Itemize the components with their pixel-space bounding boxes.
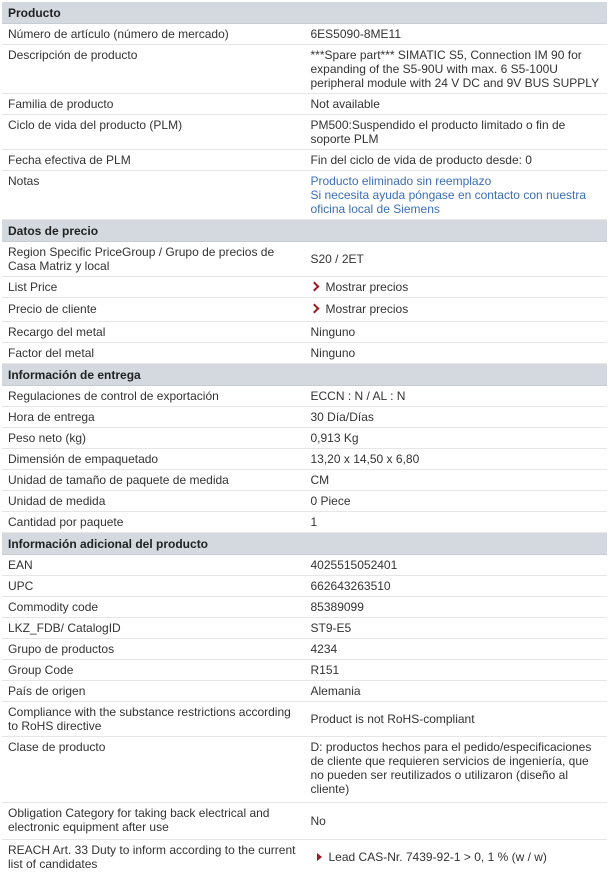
table-row [2, 277, 607, 298]
table-row [2, 618, 607, 639]
row-label: Regulaciones de control de exportación [2, 386, 304, 407]
row-value: 30 Día/Días [304, 407, 607, 428]
table-row [2, 555, 607, 576]
table-row [2, 242, 607, 277]
row-value: D: productos hechos para el pedido/especificaciones de cliente que requieren servicios de ingeniería, que no pueden ser reutilizados o utilizaron (diseño al cliente) [304, 737, 607, 803]
row-value: 0,913 Kg [304, 428, 607, 449]
table-row [2, 171, 607, 220]
row-label: Fecha efectiva de PLM [2, 150, 304, 171]
row-label: UPC [2, 576, 304, 597]
row-value: Ninguno [304, 322, 607, 343]
row-value: 662643263510 [304, 576, 607, 597]
row-value: PM500:Suspendido el producto limitado o fin de soporte PLM [304, 115, 607, 150]
table-row [2, 428, 607, 449]
row-value: S20 / 2ET [304, 242, 607, 277]
section-adicional [2, 533, 607, 555]
reach-substance-link[interactable]: Lead CAS-Nr. 7439-92-1 > 0, 1 % (w / w) [329, 850, 547, 864]
row-value: Fin del ciclo de vida de producto desde: 0 [304, 150, 607, 171]
table-row [2, 639, 607, 660]
section-title: Producto [2, 2, 607, 24]
row-label: País de origen [2, 681, 304, 702]
row-label: Grupo de productos [2, 639, 304, 660]
table-row [2, 298, 607, 322]
table-row [2, 407, 607, 428]
section-title: Información de entrega [2, 364, 607, 386]
row-value: Product is not RoHS-compliant [304, 702, 607, 737]
row-label: List Price [2, 277, 304, 298]
row-label: Unidad de tamaño de paquete de medida [2, 470, 304, 491]
row-label: Ciclo de vida del producto (PLM) [2, 115, 304, 150]
table-row [2, 702, 607, 737]
product-data-sheet [2, 2, 607, 874]
row-label: Obligation Category for taking back electrical and electronic equipment after use [2, 803, 304, 840]
row-label: Region Specific PriceGroup / Grupo de precios de Casa Matriz y local [2, 242, 304, 277]
row-label: Recargo del metal [2, 322, 304, 343]
table-row [2, 115, 607, 150]
row-value: CM [304, 470, 607, 491]
table-row [2, 449, 607, 470]
row-label: Compliance with the substance restrictions according to RoHS directive [2, 702, 304, 737]
table-row [2, 681, 607, 702]
table-row [2, 512, 607, 533]
row-label: REACH Art. 33 Duty to inform according to the current list of candidates [2, 840, 304, 874]
chevron-right-icon [309, 304, 319, 314]
row-value [304, 840, 607, 874]
chevron-right-icon [309, 282, 319, 292]
row-value: 4234 [304, 639, 607, 660]
row-label: Peso neto (kg) [2, 428, 304, 449]
table-row [2, 491, 607, 512]
section-precio [2, 220, 607, 242]
row-value: ***Spare part*** SIMATIC S5, Connection IM 90 for expanding of the S5-90U with max. 6 S5-100U peripheral module with 24 V DC and 9V BUS SUPPLY [304, 45, 607, 94]
row-value: R151 [304, 660, 607, 681]
table-row [2, 322, 607, 343]
row-label: Unidad de medida [2, 491, 304, 512]
show-prices-link[interactable]: Mostrar precios [326, 280, 409, 294]
table-row [2, 94, 607, 115]
product-table [2, 2, 607, 874]
table-row [2, 803, 607, 840]
caret-right-icon [317, 853, 322, 861]
row-value [304, 277, 607, 298]
row-label: Descripción de producto [2, 45, 304, 94]
section-producto [2, 2, 607, 24]
notas-link-eliminado[interactable]: Producto eliminado sin reemplazo [311, 174, 602, 188]
row-value: ST9-E5 [304, 618, 607, 639]
row-label: Notas [2, 171, 304, 220]
row-label: Group Code [2, 660, 304, 681]
table-row [2, 470, 607, 491]
row-label: Dimensión de empaquetado [2, 449, 304, 470]
table-row [2, 45, 607, 94]
row-value: Alemania [304, 681, 607, 702]
table-row [2, 840, 607, 874]
row-value: 6ES5090-8ME11 [304, 24, 607, 45]
row-value: 1 [304, 512, 607, 533]
row-label: Commodity code [2, 597, 304, 618]
row-label: LKZ_FDB/ CatalogID [2, 618, 304, 639]
row-value: 85389099 [304, 597, 607, 618]
table-row [2, 24, 607, 45]
row-value: 4025515052401 [304, 555, 607, 576]
notas-link-contacto[interactable]: Si necesita ayuda póngase en contacto con nuestra oficina local de Siemens [311, 188, 602, 216]
show-prices-link[interactable]: Mostrar precios [326, 302, 409, 316]
row-value [304, 298, 607, 322]
table-row [2, 150, 607, 171]
table-row [2, 597, 607, 618]
row-label: Número de artículo (número de mercado) [2, 24, 304, 45]
table-row [2, 576, 607, 597]
row-value: Not available [304, 94, 607, 115]
row-label: Familia de producto [2, 94, 304, 115]
row-label: EAN [2, 555, 304, 576]
row-value: 13,20 x 14,50 x 6,80 [304, 449, 607, 470]
section-title: Datos de precio [2, 220, 607, 242]
table-row [2, 343, 607, 364]
table-row [2, 660, 607, 681]
row-label: Precio de cliente [2, 298, 304, 322]
table-row [2, 386, 607, 407]
row-value: ECCN : N / AL : N [304, 386, 607, 407]
row-value: No [304, 803, 607, 840]
row-label: Hora de entrega [2, 407, 304, 428]
row-value: 0 Piece [304, 491, 607, 512]
section-title: Información adicional del producto [2, 533, 607, 555]
row-value: Ninguno [304, 343, 607, 364]
row-label: Factor del metal [2, 343, 304, 364]
row-label: Cantidad por paquete [2, 512, 304, 533]
row-label: Clase de producto [2, 737, 304, 803]
section-entrega [2, 364, 607, 386]
row-value [304, 171, 607, 220]
table-row [2, 737, 607, 803]
